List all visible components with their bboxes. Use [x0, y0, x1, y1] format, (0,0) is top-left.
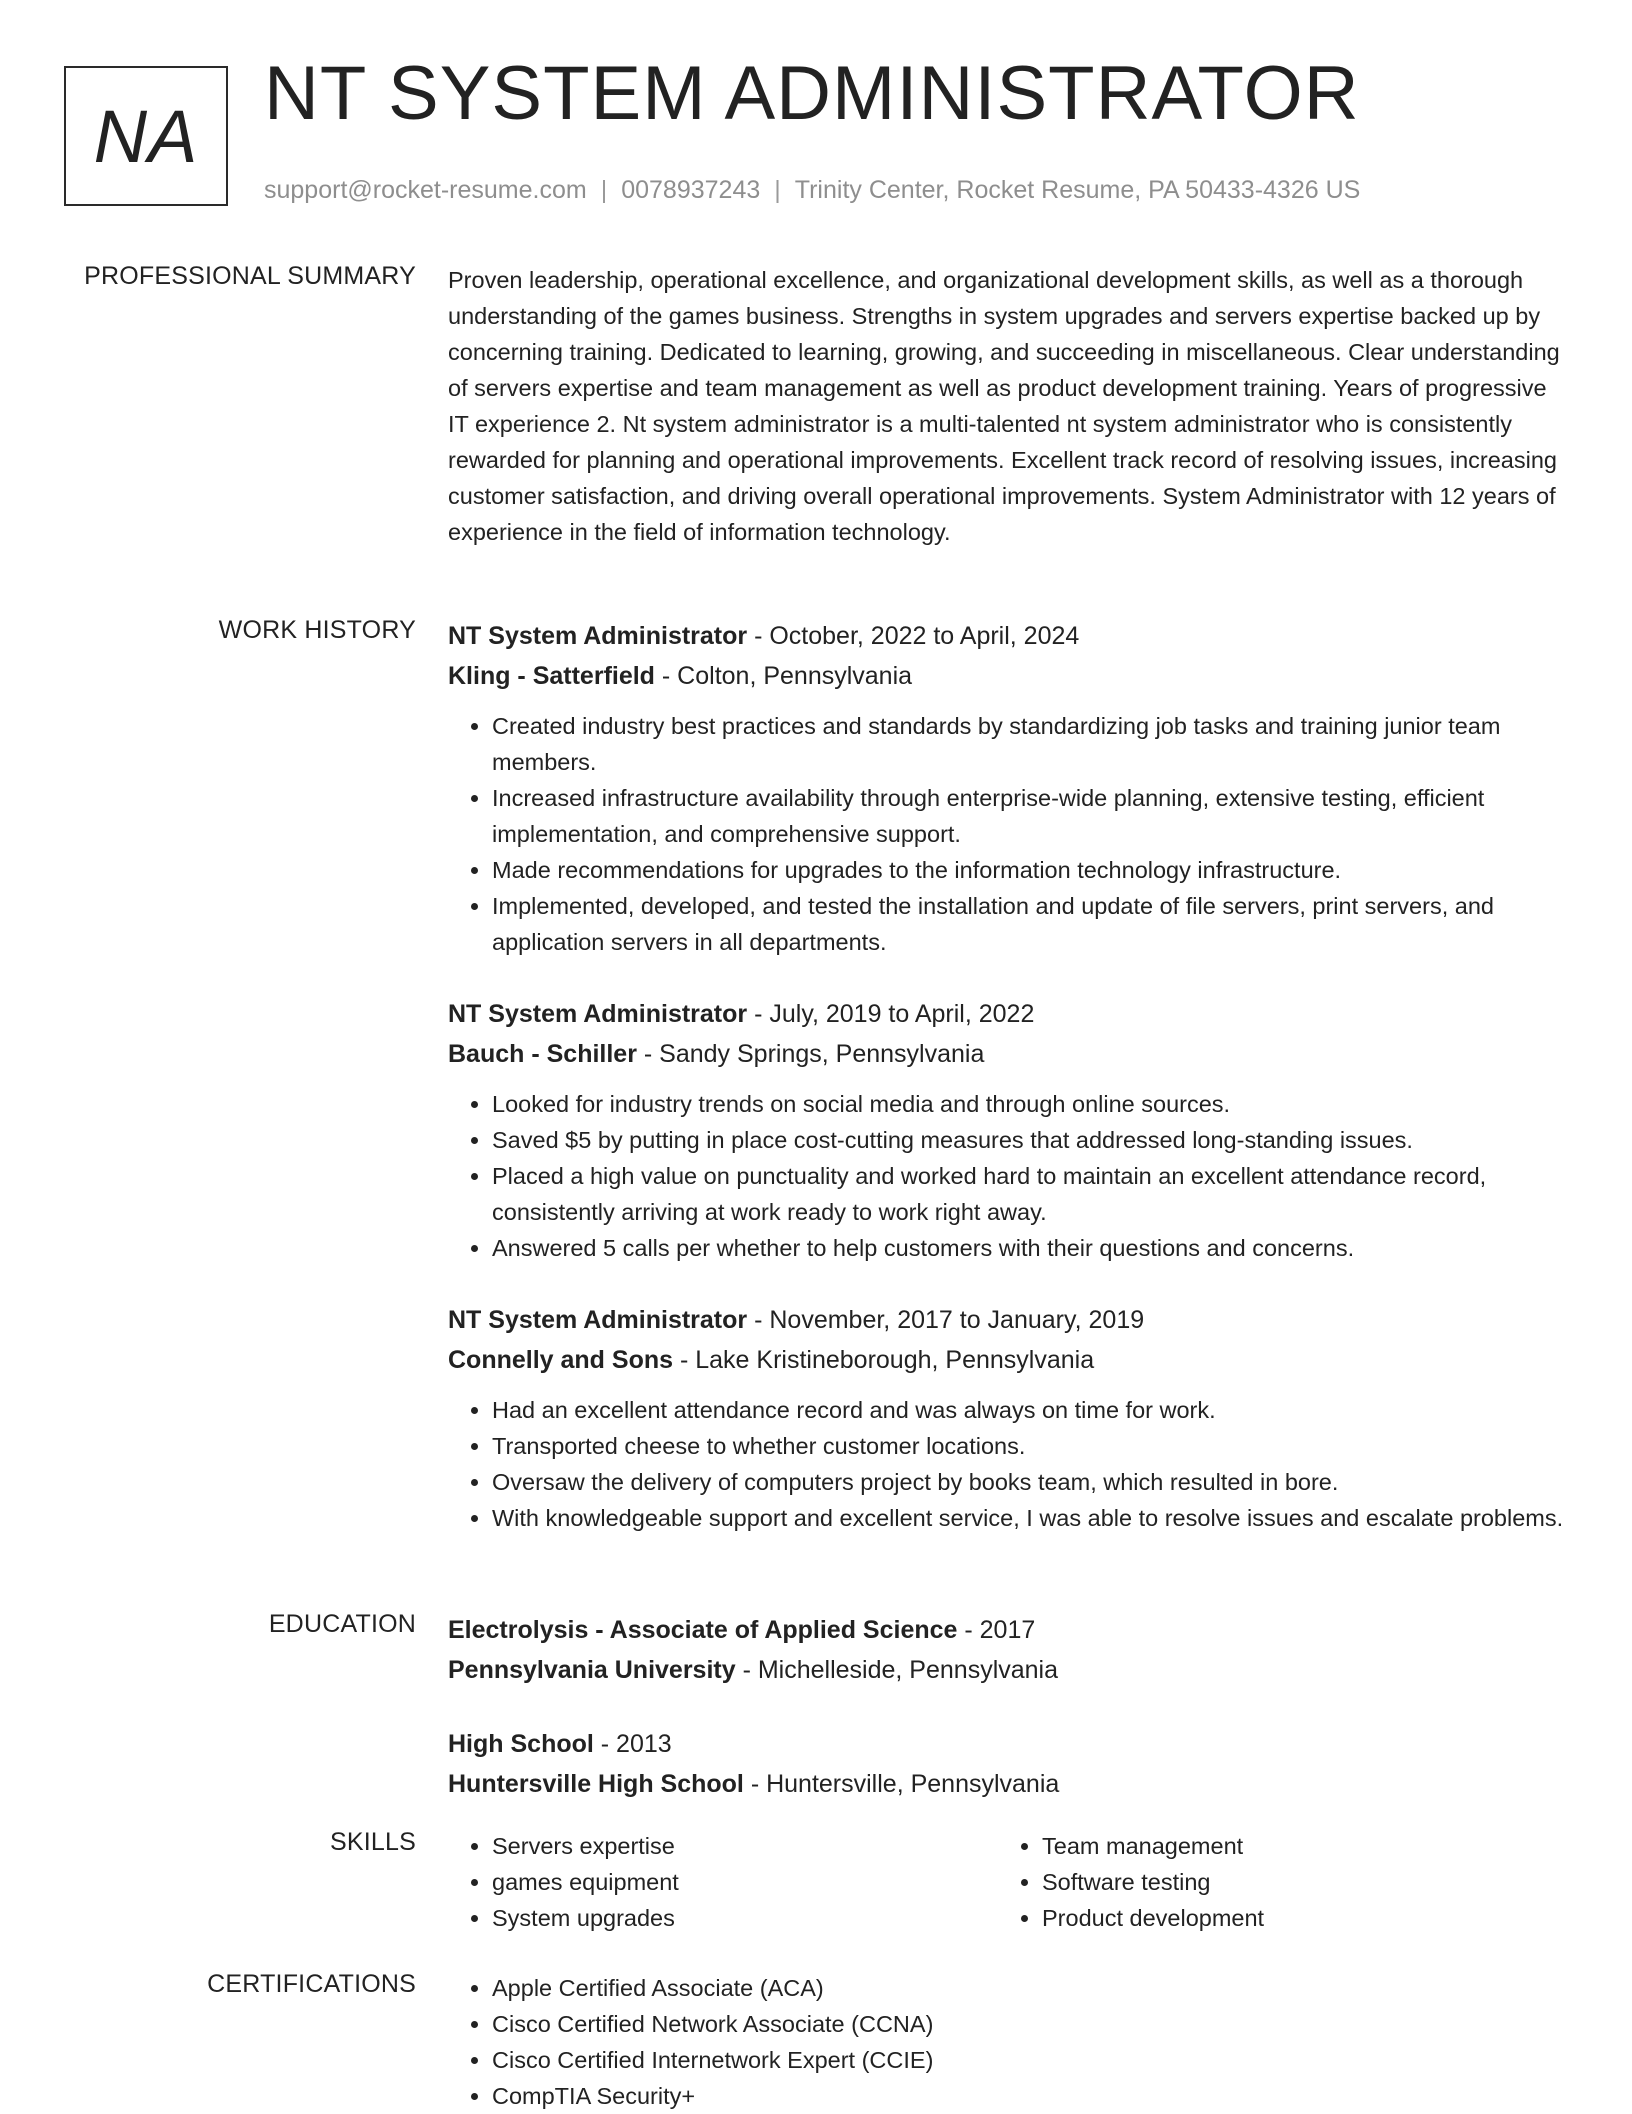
- candidate-name: NT SYSTEM ADMINISTRATOR: [264, 51, 1360, 136]
- job-bullet: • Oversaw the delivery of computers project by books team, which resulted in bore.: [492, 1464, 1566, 1500]
- contact-separator: |: [600, 176, 608, 204]
- contact-separator: |: [774, 176, 781, 204]
- education-degree-line: [448, 1610, 1566, 1650]
- job-company: Kling - Satterfield: [448, 662, 655, 690]
- job-bullet: • Looked for industry trends on social media and through online sources.: [492, 1086, 1566, 1122]
- contact-line: [264, 176, 1360, 205]
- job-bullet: • Implemented, developed, and tested the installation and update of file servers, print servers, and application servers in all departments.: [492, 888, 1566, 960]
- job-dates: - October, 2022 to April, 2024: [747, 622, 1080, 650]
- job-bullet: • Placed a high value on punctuality and worked hard to maintain an excellent attendance record, consistently arriving at work ready to work right away.: [492, 1158, 1566, 1230]
- job-bullets: [448, 708, 1566, 960]
- skills-column-right: [998, 1828, 1548, 1936]
- job-bullet: • Transported cheese to whether customer locations.: [492, 1428, 1566, 1464]
- job-title-line: [448, 616, 1566, 656]
- skill-item: • games equipment: [492, 1864, 998, 1900]
- job-title-line: [448, 994, 1566, 1034]
- job-location: - Sandy Springs, Pennsylvania: [636, 1040, 985, 1068]
- section-label-summary: PROFESSIONAL SUMMARY: [84, 262, 416, 290]
- summary-body: [448, 262, 1566, 550]
- job-entry: [448, 616, 1566, 960]
- job-title: NT System Administrator: [448, 1000, 748, 1028]
- job-company-line: [448, 1034, 1566, 1074]
- education-degree-line: [448, 1724, 1566, 1764]
- job-company-line: [448, 1340, 1566, 1380]
- contact-phone[interactable]: 0078937243: [621, 176, 761, 204]
- job-bullets: [448, 1392, 1566, 1536]
- certifications-body: [448, 1970, 1566, 2114]
- job-company: Connelly and Sons: [448, 1346, 674, 1374]
- section-label-work-history: WORK HISTORY: [218, 616, 416, 644]
- education-school: Pennsylvania University: [448, 1656, 736, 1684]
- contact-email[interactable]: support@rocket-resume.com: [264, 176, 587, 204]
- education-location: - Michelleside, Pennsylvania: [735, 1656, 1059, 1684]
- education-location: - Huntersville, Pennsylvania: [743, 1770, 1060, 1798]
- skills-list-left: [448, 1828, 998, 1936]
- skill-item: • Team management: [1042, 1828, 1548, 1864]
- education-entry: [448, 1610, 1566, 1690]
- job-company-line: [448, 656, 1566, 696]
- skills-body: [448, 1828, 1566, 1936]
- monogram-initials: NA: [93, 94, 199, 178]
- monogram-box: [64, 66, 228, 206]
- job-bullet: • Increased infrastructure availability through enterprise-wide planning, extensive testing, efficient implementation, and comprehensive support.: [492, 780, 1566, 852]
- certification-item: • Cisco Certified Network Associate (CCNA): [492, 2006, 1566, 2042]
- certification-item: • Apple Certified Associate (ACA): [492, 1970, 1566, 2006]
- education-degree: Electrolysis - Associate of Applied Science: [448, 1616, 958, 1644]
- job-entry: [448, 994, 1566, 1266]
- job-dates: - July, 2019 to April, 2022: [747, 1000, 1035, 1028]
- education-year: - 2017: [957, 1616, 1036, 1644]
- job-title: NT System Administrator: [448, 1306, 748, 1334]
- skill-item: • Product development: [1042, 1900, 1548, 1936]
- job-title-line: [448, 1300, 1566, 1340]
- job-title: NT System Administrator: [448, 622, 748, 650]
- education-school-line: [448, 1650, 1566, 1690]
- job-location: - Lake Kristineborough, Pennsylvania: [673, 1346, 1095, 1374]
- contact-address: Trinity Center, Rocket Resume, PA 50433-4326 US: [794, 176, 1361, 204]
- section-label-certifications: CERTIFICATIONS: [207, 1970, 416, 1998]
- summary-text: Proven leadership, operational excellence, and organizational development skills, as well as a thorough understanding of the games business. Strengths in system upgrades and servers expertise backed up by concerning training. Dedicated to learning, growing, and succeeding in miscellaneous. Clear understanding of servers expertise and team management as well as product development training. Years of progressive IT experience 2. Nt system administrator is a multi-talented nt system administrator who is consistently rewarded for planning and operational improvements. Excellent track record of resolving issues, increasing customer satisfaction, and driving overall operational improvements. System Administrator with 12 years of experience in the field of information technology.: [448, 267, 1560, 545]
- skill-item: • Servers expertise: [492, 1828, 998, 1864]
- job-company: Bauch - Schiller: [448, 1040, 637, 1068]
- education-school: Huntersville High School: [448, 1770, 744, 1798]
- job-bullet: • With knowledgeable support and excellent service, I was able to resolve issues and escalate problems.: [492, 1500, 1566, 1536]
- job-entry: [448, 1300, 1566, 1536]
- skills-column-left: [448, 1828, 998, 1936]
- job-dates: - November, 2017 to January, 2019: [747, 1306, 1145, 1334]
- skills-grid: [448, 1828, 1566, 1936]
- certification-item: • CompTIA Security+: [492, 2078, 1566, 2114]
- education-school-line: [448, 1764, 1566, 1804]
- education-body: [448, 1610, 1566, 1838]
- education-year: - 2013: [593, 1730, 672, 1758]
- education-degree: High School: [448, 1730, 594, 1758]
- job-bullet: • Created industry best practices and standards by standardizing job tasks and training junior team members.: [492, 708, 1566, 780]
- certification-item: • Cisco Certified Internetwork Expert (CCIE): [492, 2042, 1566, 2078]
- job-bullets: [448, 1086, 1566, 1266]
- job-bullet: • Saved $5 by putting in place cost-cutting measures that addressed long-standing issues.: [492, 1122, 1566, 1158]
- job-bullet: • Made recommendations for upgrades to the information technology infrastructure.: [492, 852, 1566, 888]
- job-bullet: • Answered 5 calls per whether to help customers with their questions and concerns.: [492, 1230, 1566, 1266]
- education-entry: [448, 1724, 1566, 1804]
- skill-item: • Software testing: [1042, 1864, 1548, 1900]
- skills-list-right: [998, 1828, 1548, 1936]
- job-bullet: • Had an excellent attendance record and was always on time for work.: [492, 1392, 1566, 1428]
- section-label-education: EDUCATION: [268, 1610, 416, 1638]
- job-location: - Colton, Pennsylvania: [654, 662, 913, 690]
- section-label-skills: SKILLS: [330, 1828, 416, 1856]
- work-history-body: [448, 616, 1566, 1570]
- certifications-list: [448, 1970, 1566, 2114]
- skill-item: • System upgrades: [492, 1900, 998, 1936]
